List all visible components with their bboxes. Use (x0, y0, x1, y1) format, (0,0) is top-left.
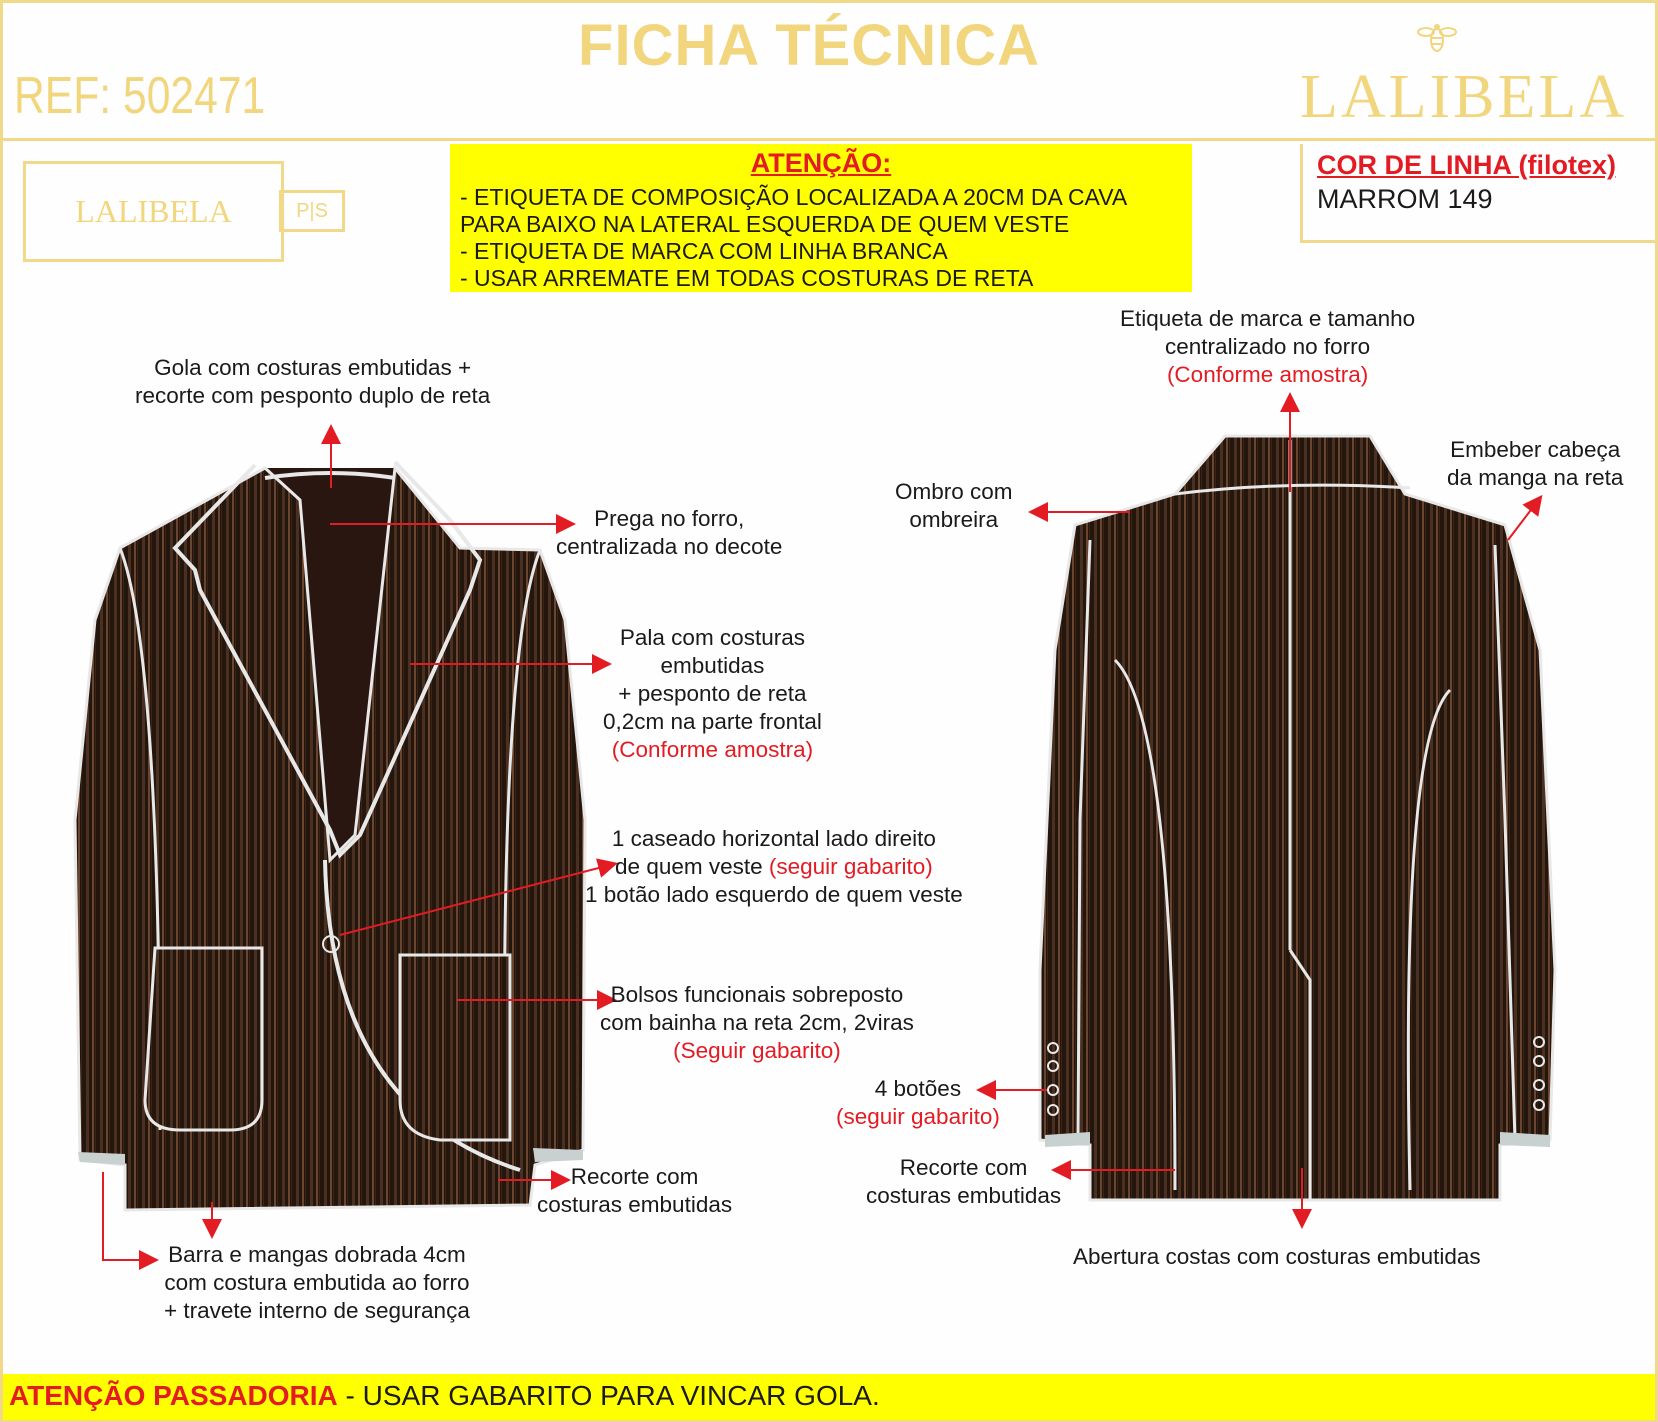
note-botoes (836, 1075, 1000, 1131)
note-line: costuras embutidas (866, 1183, 1062, 1208)
note-line: (Conforme amostra) (1166, 362, 1369, 387)
note-line: (seguir gabarito) (836, 1104, 1000, 1129)
back-jacket (1040, 436, 1555, 1200)
note-line: ombreira (909, 507, 999, 532)
footer-message: - USAR GABARITO PARA VINCAR GOLA. (337, 1380, 880, 1411)
note-barra (164, 1241, 470, 1325)
note-line: Gola com costuras embutidas + (154, 355, 472, 380)
note-line: Ombro com (895, 479, 1013, 504)
note-prega (556, 505, 782, 561)
page-title: FICHA TÉCNICA (578, 13, 1040, 78)
note-line: 4 botões (874, 1076, 962, 1101)
note-line: costuras embutidas (537, 1192, 733, 1217)
note-line: Embeber cabeça (1450, 437, 1621, 462)
note-line: Barra e mangas dobrada 4cm (168, 1242, 466, 1267)
note-line: Abertura costas com costuras embutidas (1073, 1244, 1481, 1269)
note-line: + travete interno de segurança (164, 1298, 470, 1323)
note-recorte-back (866, 1154, 1061, 1210)
attention-line: - ETIQUETA DE COMPOSIÇÃO LOCALIZADA A 20CM DA CAVA (460, 184, 1128, 210)
note-abertura (1073, 1243, 1481, 1271)
footer-highlight: ATENÇÃO PASSADORIA (9, 1380, 338, 1411)
thread-color-value: MARROM 149 (1317, 184, 1493, 214)
note-line: (Conforme amostra) (611, 737, 814, 762)
note-line: com costura embutida ao forro (164, 1270, 470, 1295)
note-embeber (1447, 436, 1623, 492)
note-line: 0,2cm na parte frontal (603, 709, 822, 734)
note-text: (seguir gabarito) (768, 854, 933, 879)
note-line (585, 853, 963, 881)
note-line: centralizado no forro (1165, 334, 1371, 359)
label-tag-brand: LALIBELA (75, 193, 232, 229)
front-jacket (75, 462, 585, 1210)
note-ombro (895, 478, 1013, 534)
reference-code: REF: 502471 (14, 67, 266, 125)
note-line: (Seguir gabarito) (673, 1038, 841, 1063)
footer-bar (3, 1374, 1655, 1420)
note-recorte-front (537, 1163, 732, 1219)
note-text: de quem veste (615, 854, 769, 879)
footer-text (9, 1380, 880, 1412)
note-line: da manga na reta (1447, 465, 1624, 490)
size-tag-text: P|S (296, 199, 328, 222)
front-right-pocket (400, 955, 510, 1140)
attention-title: ATENÇÃO: (750, 148, 892, 178)
front-left-cuff (78, 1152, 125, 1165)
note-line: + pesponto de reta (618, 681, 807, 706)
front-left-pocket (145, 948, 262, 1130)
note-line: Recorte com (899, 1155, 1028, 1180)
note-line: 1 botão lado esquerdo de quem veste (585, 882, 963, 907)
note-line: Prega no forro, (594, 506, 745, 531)
attention-line: - ETIQUETA DE MARCA COM LINHA BRANCA (460, 238, 948, 264)
attention-line: PARA BAIXO NA LATERAL ESQUERDA DE QUEM VESTE (460, 211, 1070, 237)
attention-line: - USAR ARREMATE EM TODAS COSTURAS DE RETA (460, 265, 1034, 291)
note-line: embutidas (660, 653, 765, 678)
note-caseado (585, 825, 963, 909)
note-gola (135, 354, 490, 410)
note-line: com bainha na reta 2cm, 2viras (600, 1010, 914, 1035)
front-right-cuff (533, 1148, 583, 1162)
note-line: Pala com costuras (619, 625, 805, 650)
thread-color-title: COR DE LINHA (filotex) (1317, 150, 1616, 180)
note-line: recorte com pesponto duplo de reta (135, 383, 491, 408)
note-bolsos (600, 981, 914, 1065)
note-pala (603, 624, 822, 764)
note-line: centralizada no decote (556, 534, 783, 559)
note-line: Bolsos funcionais sobreposto (610, 982, 904, 1007)
note-line: 1 caseado horizontal lado direito (611, 826, 936, 851)
back-body (1040, 436, 1555, 1200)
brand-logo: LALIBELA (1300, 63, 1628, 131)
note-etiqueta (1120, 305, 1415, 389)
note-line: Recorte com (570, 1164, 699, 1189)
note-line: Etiqueta de marca e tamanho (1120, 306, 1416, 331)
